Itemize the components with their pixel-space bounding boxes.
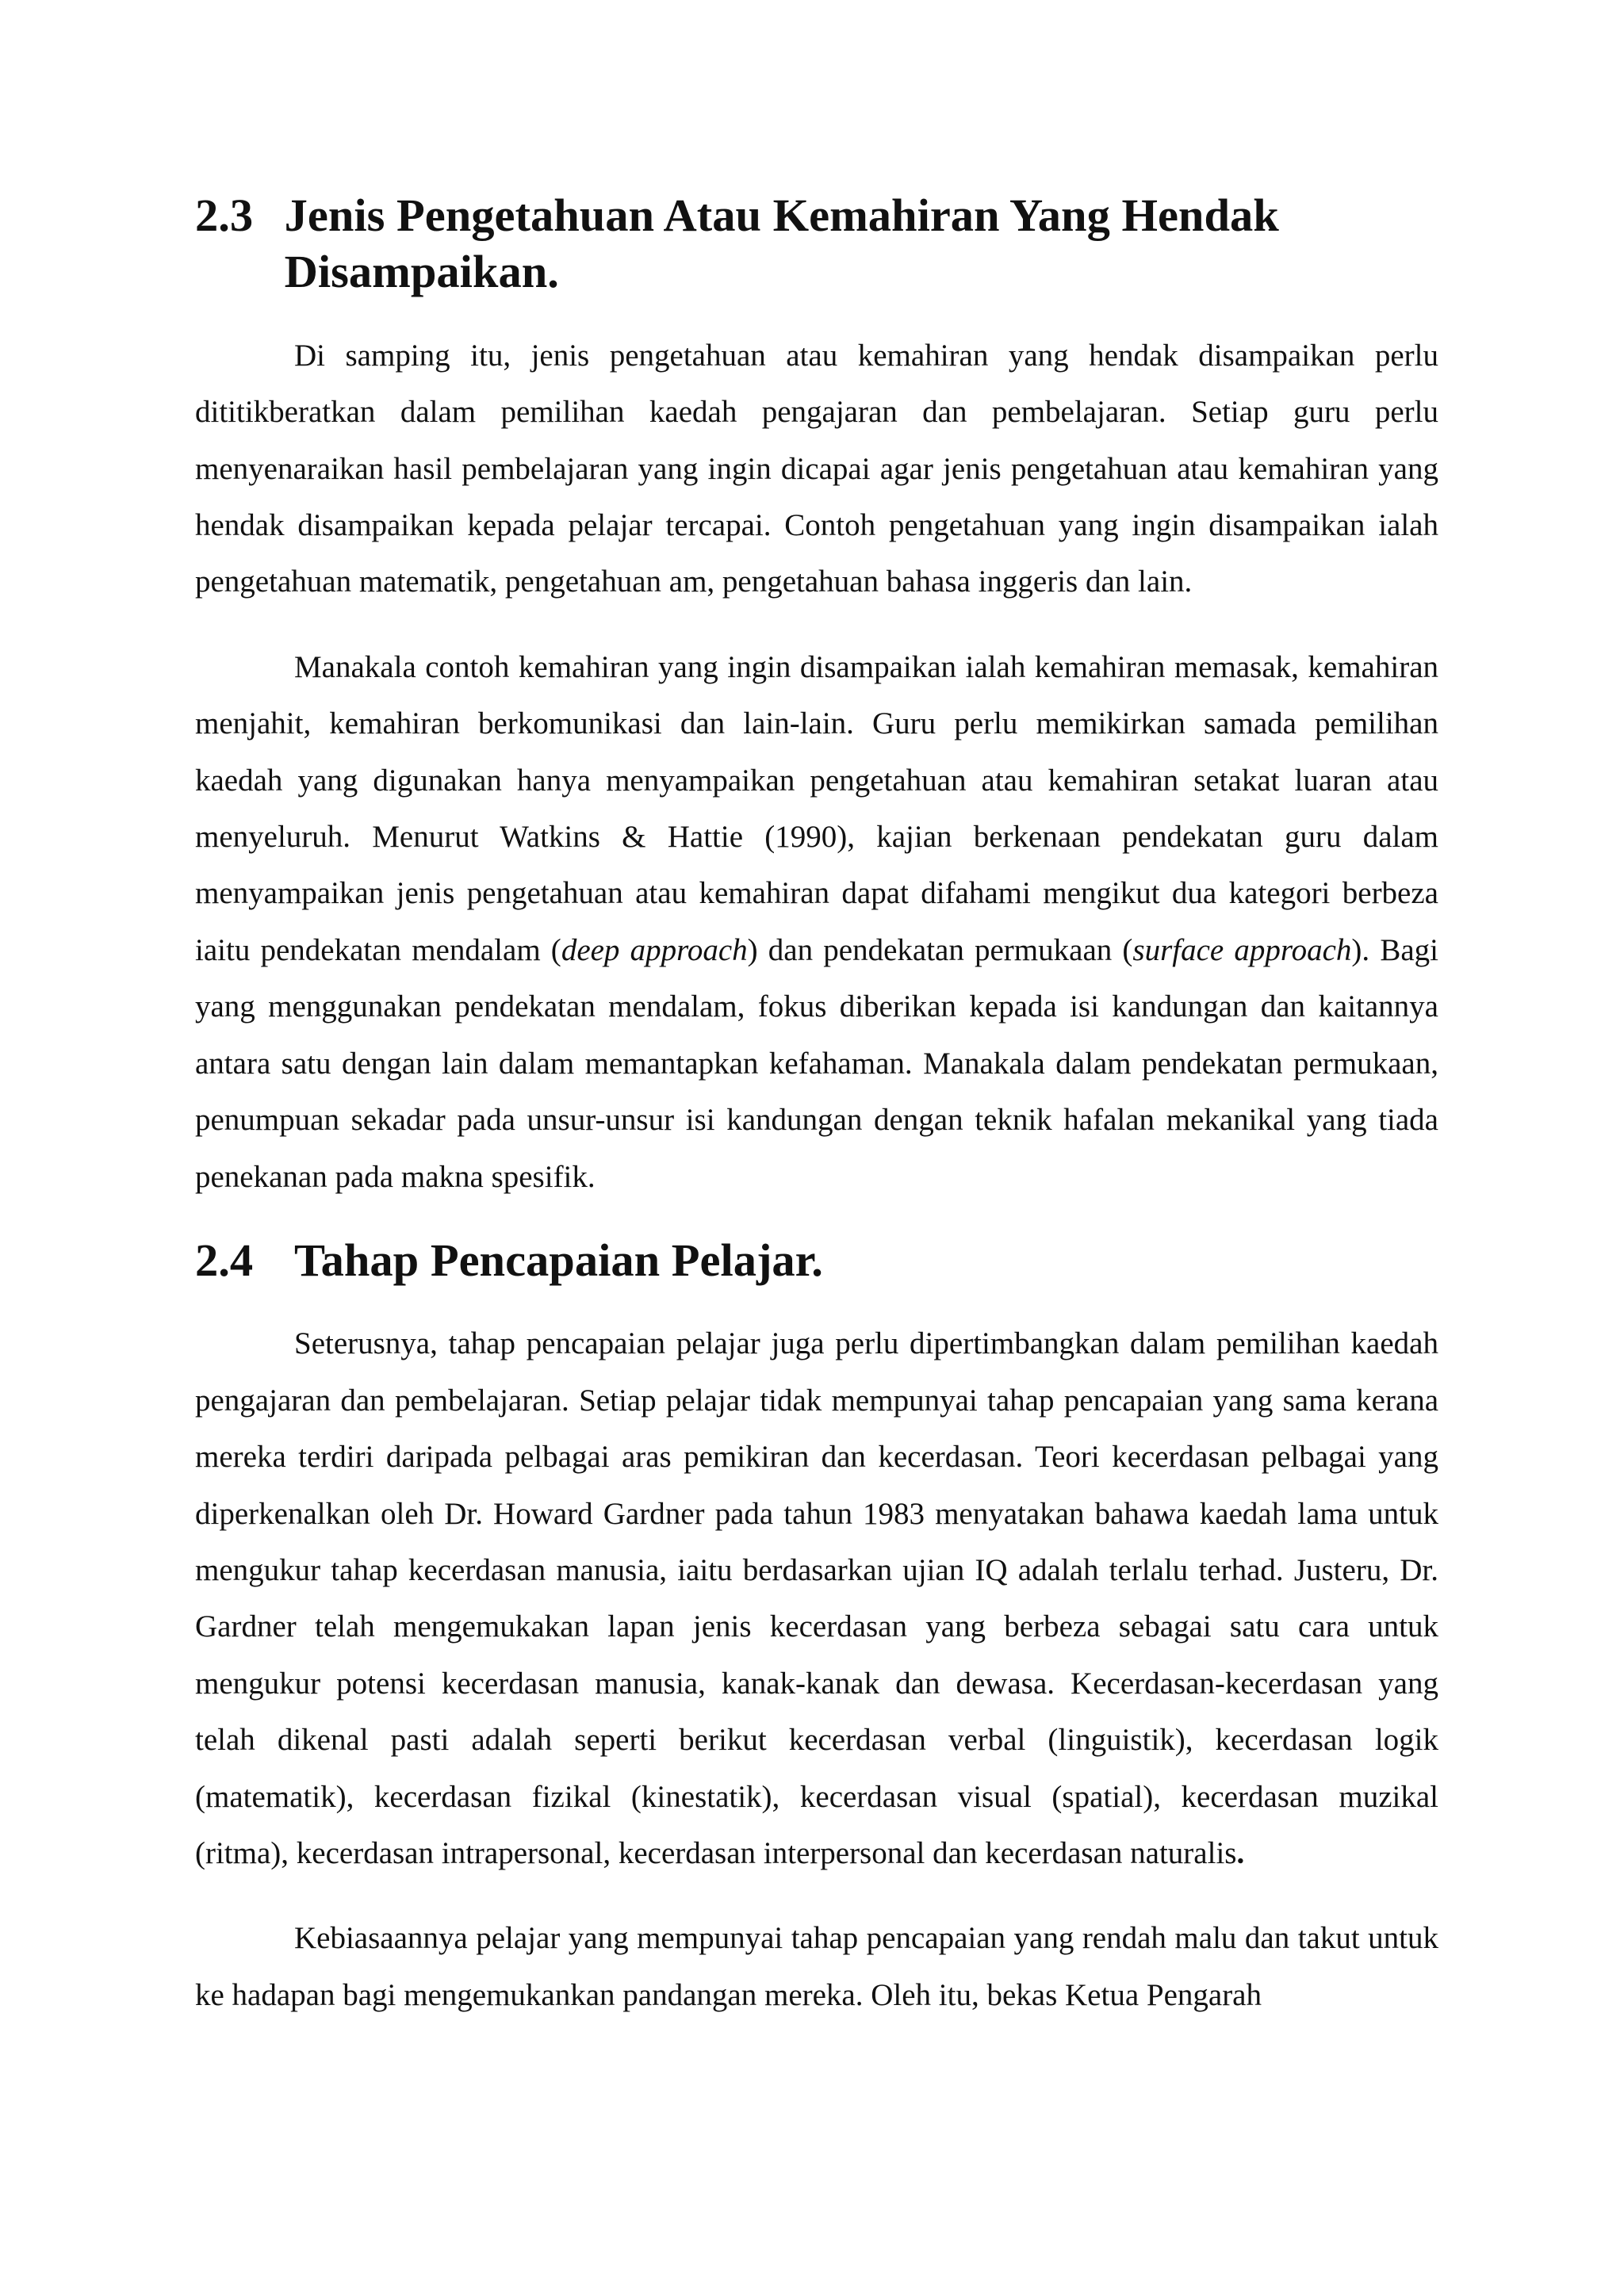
paragraph-text: Manakala contoh kemahiran yang ingin disampaikan ialah kemahiran memasak, kemahiran menjahit, kemahiran berkomunikasi dan lain-lain. Guru perlu memikirkan samada pemilihan kaedah yang digunakan hanya menyampaikan pengetahuan atau kemahiran setakat luaran atau menyeluruh. Menurut Watkins & Hattie (1990), kajian berkenaan pendekatan guru dalam menyampaikan jenis pengetahuan atau kemahiran dapat difahami mengikut dua kategori berbeza iaitu pendekatan mendalam (	[195, 649, 1438, 967]
document-page	[195, 187, 1438, 2023]
section-number: 2.3	[195, 189, 254, 241]
section-title: Jenis Pengetahuan Atau Kemahiran Yang Hendak Disampaikan.	[284, 189, 1279, 298]
section-number: 2.4	[195, 1234, 254, 1286]
paragraph-end-mark: .	[1236, 1835, 1245, 1870]
section-heading-2-3	[195, 187, 1438, 300]
paragraph-text: Seterusnya, tahap pencapaian pelajar juga perlu dipertimbangkan dalam pemilihan kaedah pengajaran dan pembelajaran. Setiap pelajar tidak mempunyai tahap pencapaian yang sama kerana mereka terdiri daripada pelbagai aras pemikiran dan kecerdasan. Teori kecerdasan pelbagai yang diperkenalkan oleh Dr. Howard Gardner pada tahun 1983 menyatakan bahawa kaedah lama untuk mengukur tahap kecerdasan manusia, iaitu berdasarkan ujian IQ adalah terlalu terhad. Justeru, Dr. Gardner telah mengemukakan lapan jenis kecerdasan yang berbeza sebagai satu cara untuk mengukur potensi kecerdasan manusia, kanak-kanak dan dewasa. Kecerdasan-kecerdasan yang telah dikenal pasti adalah seperti berikut kecerdasan verbal (linguistik), kecerdasan logik (matematik), kecerdasan fizikal (kinestatik), kecerdasan visual (spatial), kecerdasan muzikal (ritma), kecerdasan intrapersonal, kecerdasan interpersonal dan kecerdasan naturalis	[195, 1326, 1438, 1870]
italic-term-surface-approach: surface approach	[1132, 932, 1352, 967]
paragraph-jenis-pengetahuan: Di samping itu, jenis pengetahuan atau kemahiran yang hendak disampaikan perlu dititikberatkan dalam pemilihan kaedah pengajaran dan pembelajaran. Setiap guru perlu menyenaraikan hasil pembelajaran yang ingin dicapai agar jenis pengetahuan atau kemahiran yang hendak disampaikan kepada pelajar tercapai. Contoh pengetahuan yang ingin disampaikan ialah pengetahuan matematik, pengetahuan am, pengetahuan bahasa inggeris dan lain.	[195, 338, 1438, 599]
paragraph-text: ). Bagi yang menggunakan pendekatan mendalam, fokus diberikan kepada isi kandungan dan kaitannya antara satu dengan lain dalam memantapkan kefahaman. Manakala dalam pendekatan permukaan, penumpuan sekadar pada unsur-unsur isi kandungan dengan teknik hafalan mekanikal yang tiada penekanan pada makna spesifik.	[195, 932, 1438, 1194]
paragraph-kebiasaannya: Kebiasaannya pelajar yang mempunyai tahap pencapaian yang rendah malu dan takut untuk ke hadapan bagi mengemukankan pandangan mereka. Oleh itu, bekas Ketua Pengarah	[195, 1921, 1438, 2012]
paragraph-contoh-kemahiran	[195, 639, 1438, 1205]
paragraph-text: ) dan pendekatan permukaan (	[747, 932, 1133, 967]
section-title: Tahap Pencapaian Pelajar.	[294, 1234, 823, 1286]
italic-term-deep-approach: deep approach	[561, 932, 748, 967]
paragraph-tahap-pencapaian	[195, 1315, 1438, 1881]
section-heading-2-4	[195, 1232, 1438, 1288]
